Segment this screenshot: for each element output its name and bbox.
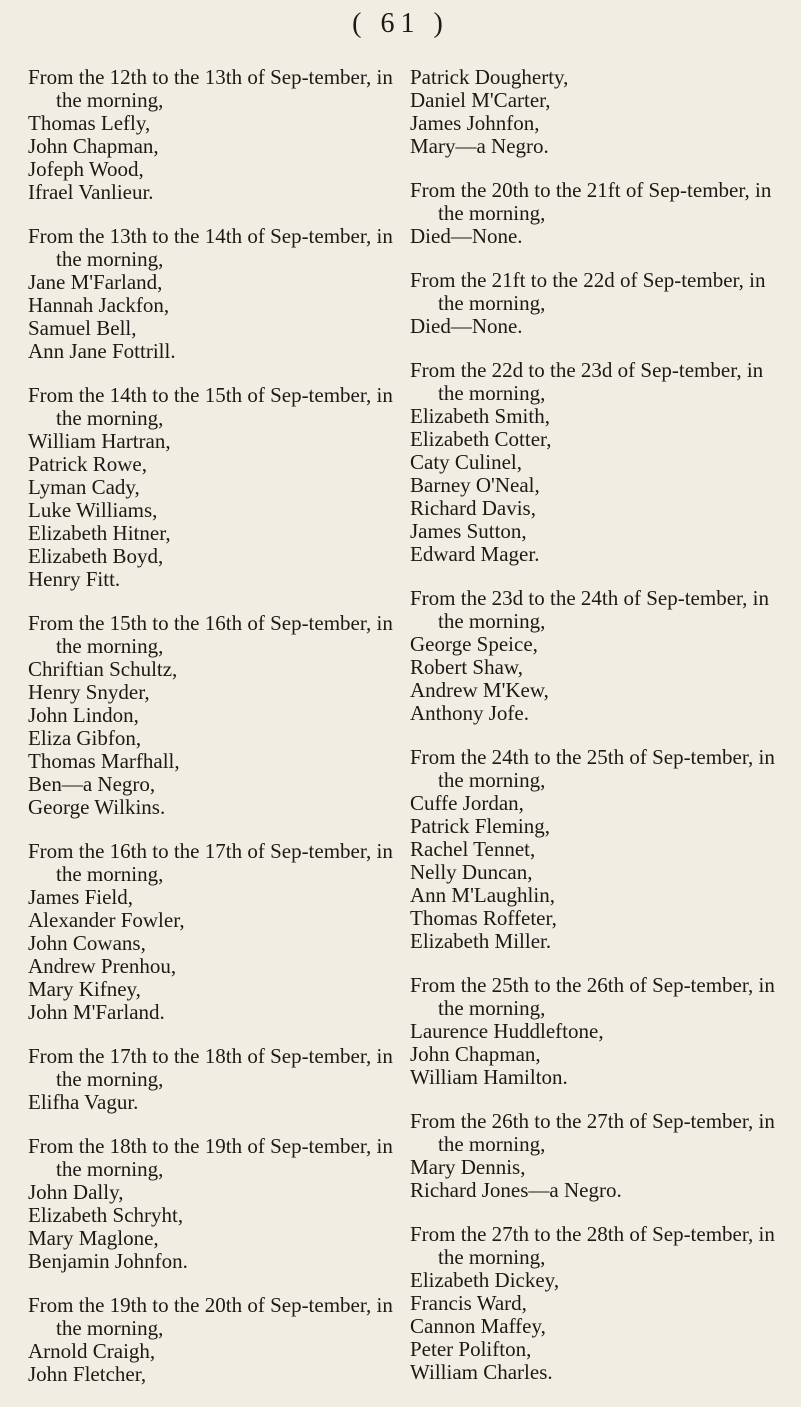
deceased-name: John Fletcher, (28, 1362, 147, 1386)
deceased-name: Arnold Craigh, (28, 1339, 156, 1363)
deceased-name: John Chapman, (410, 1042, 541, 1066)
deceased-name: John Chapman, (28, 134, 159, 158)
deceased-name: Cannon Maffey, (410, 1314, 546, 1338)
deceased-name: Mary Maglone, (28, 1226, 159, 1250)
deceased-name: Ifrael Vanlieur. (28, 180, 154, 204)
death-list-entry (410, 359, 785, 566)
deceased-name: Patrick Dougherty, (410, 65, 569, 89)
death-list-entry (28, 225, 403, 363)
death-list-entry (28, 1294, 403, 1386)
date-range-heading: From the 13th to the 14th of Sep-tember, in the morning, (28, 224, 393, 271)
deceased-name: Mary Dennis, (410, 1155, 526, 1179)
left-column (28, 66, 403, 1407)
death-list-entry (410, 179, 785, 248)
deceased-name: Elizabeth Smith, (410, 404, 550, 428)
deceased-name: Andrew Prenhou, (28, 954, 177, 978)
date-range-heading: From the 25th to the 26th of Sep-tember, in the morning, (410, 973, 775, 1020)
death-list-entry (28, 1045, 403, 1114)
date-range-heading: From the 14th to the 15th of Sep-tember, in the morning, (28, 383, 393, 430)
deceased-name: Elizabeth Hitner, (28, 521, 171, 545)
deceased-name: Edward Mager. (410, 542, 540, 566)
death-list-entry (410, 1223, 785, 1384)
deceased-name: John M'Farland. (28, 1000, 165, 1024)
deceased-name: Patrick Fleming, (410, 814, 550, 838)
deceased-name: Caty Culinel, (410, 450, 522, 474)
date-range-heading: From the 12th to the 13th of Sep-tember, in the morning, (28, 65, 393, 112)
deceased-name: James Field, (28, 885, 133, 909)
deceased-name: Alexander Fowler, (28, 908, 185, 932)
deceased-name: Peter Polifton, (410, 1337, 532, 1361)
deceased-name: Elizabeth Dickey, (410, 1268, 560, 1292)
deceased-name: Elizabeth Boyd, (28, 544, 164, 568)
deceased-name: Jofeph Wood, (28, 157, 144, 181)
date-range-heading: From the 19th to the 20th of Sep-tember, in the morning, (28, 1293, 393, 1340)
deceased-name: Jane M'Farland, (28, 270, 163, 294)
deceased-name: Cuffe Jordan, (410, 791, 524, 815)
deceased-name: William Hartran, (28, 429, 171, 453)
deceased-name: Patrick Rowe, (28, 452, 147, 476)
date-range-heading: From the 20th to the 21ft of Sep-tember, in the morning, (410, 178, 772, 225)
deceased-name: Robert Shaw, (410, 655, 523, 679)
deceased-name: Thomas Lefly, (28, 111, 151, 135)
death-list-entry (410, 746, 785, 953)
date-range-heading: From the 16th to the 17th of Sep-tember, in the morning, (28, 839, 393, 886)
deceased-name: William Charles. (410, 1360, 553, 1384)
deceased-name: Elizabeth Schryht, (28, 1203, 184, 1227)
deceased-name: Mary Kifney, (28, 977, 141, 1001)
deceased-name: Ben—a Negro, (28, 772, 156, 796)
death-list-entry (28, 612, 403, 819)
deceased-name: Francis Ward, (410, 1291, 527, 1315)
deceased-name: Richard Davis, (410, 496, 536, 520)
deceased-name: Hannah Jackfon, (28, 293, 170, 317)
deceased-name: John Cowans, (28, 931, 146, 955)
deceased-name: Barney O'Neal, (410, 473, 540, 497)
deceased-name: Eliza Gibfon, (28, 726, 142, 750)
death-list-entry (410, 974, 785, 1089)
deceased-name: Henry Snyder, (28, 680, 150, 704)
death-list-entry (28, 840, 403, 1024)
death-list-entry (28, 384, 403, 591)
deceased-name: Chriftian Schultz, (28, 657, 178, 681)
deceased-name: Henry Fitt. (28, 567, 121, 591)
deceased-name: Thomas Marfhall, (28, 749, 180, 773)
date-range-heading: From the 26th to the 27th of Sep-tember, in the morning, (410, 1109, 775, 1156)
deceased-name: George Wilkins. (28, 795, 166, 819)
deceased-name: Died—None. (410, 314, 523, 338)
deceased-name: George Speice, (410, 632, 538, 656)
deceased-name: William Hamilton. (410, 1065, 568, 1089)
right-column (410, 66, 785, 1405)
date-range-heading: From the 17th to the 18th of Sep-tember, in the morning, (28, 1044, 393, 1091)
deceased-name: James Sutton, (410, 519, 527, 543)
deceased-name: Died—None. (410, 224, 523, 248)
deceased-name: Elizabeth Miller. (410, 929, 552, 953)
deceased-name: Nelly Duncan, (410, 860, 533, 884)
deceased-name: Luke Williams, (28, 498, 158, 522)
deceased-name: Elizabeth Cotter, (410, 427, 552, 451)
date-range-heading: From the 15th to the 16th of Sep-tember, in the morning, (28, 611, 393, 658)
deceased-name: John Lindon, (28, 703, 139, 727)
date-range-heading: From the 27th to the 28th of Sep-tember, in the morning, (410, 1222, 775, 1269)
deceased-name: Richard Jones—a Negro. (410, 1178, 622, 1202)
deceased-name: Ann M'Laughlin, (410, 883, 555, 907)
death-list-entry (410, 587, 785, 725)
deceased-name: Ann Jane Fottrill. (28, 339, 176, 363)
deceased-name: Lyman Cady, (28, 475, 140, 499)
death-list-entry (410, 66, 785, 158)
deceased-name: Anthony Jofe. (410, 701, 529, 725)
death-list-entry (410, 269, 785, 338)
deceased-name: Elifha Vagur. (28, 1090, 139, 1114)
deceased-name: Benjamin Johnfon. (28, 1249, 188, 1273)
date-range-heading: From the 23d to the 24th of Sep-tember, in the morning, (410, 586, 770, 633)
deceased-name: Andrew M'Kew, (410, 678, 549, 702)
death-list-entry (28, 66, 403, 204)
deceased-name: Laurence Huddleftone, (410, 1019, 604, 1043)
death-list-entry (28, 1135, 403, 1273)
deceased-name: John Dally, (28, 1180, 124, 1204)
deceased-name: James Johnfon, (410, 111, 540, 135)
deceased-name: Daniel M'Carter, (410, 88, 551, 112)
deceased-name: Thomas Roffeter, (410, 906, 557, 930)
deceased-name: Rachel Tennet, (410, 837, 536, 861)
date-range-heading: From the 24th to the 25th of Sep-tember, in the morning, (410, 745, 775, 792)
page-number: ( 61 ) (352, 8, 449, 39)
date-range-heading: From the 18th to the 19th of Sep-tember, in the morning, (28, 1134, 393, 1181)
deceased-name: Mary—a Negro. (410, 134, 549, 158)
deceased-name: Samuel Bell, (28, 316, 137, 340)
date-range-heading: From the 22d to the 23d of Sep-tember, in the morning, (410, 358, 764, 405)
date-range-heading: From the 21ft to the 22d of Sep-tember, in the morning, (410, 268, 766, 315)
death-list-entry (410, 1110, 785, 1202)
